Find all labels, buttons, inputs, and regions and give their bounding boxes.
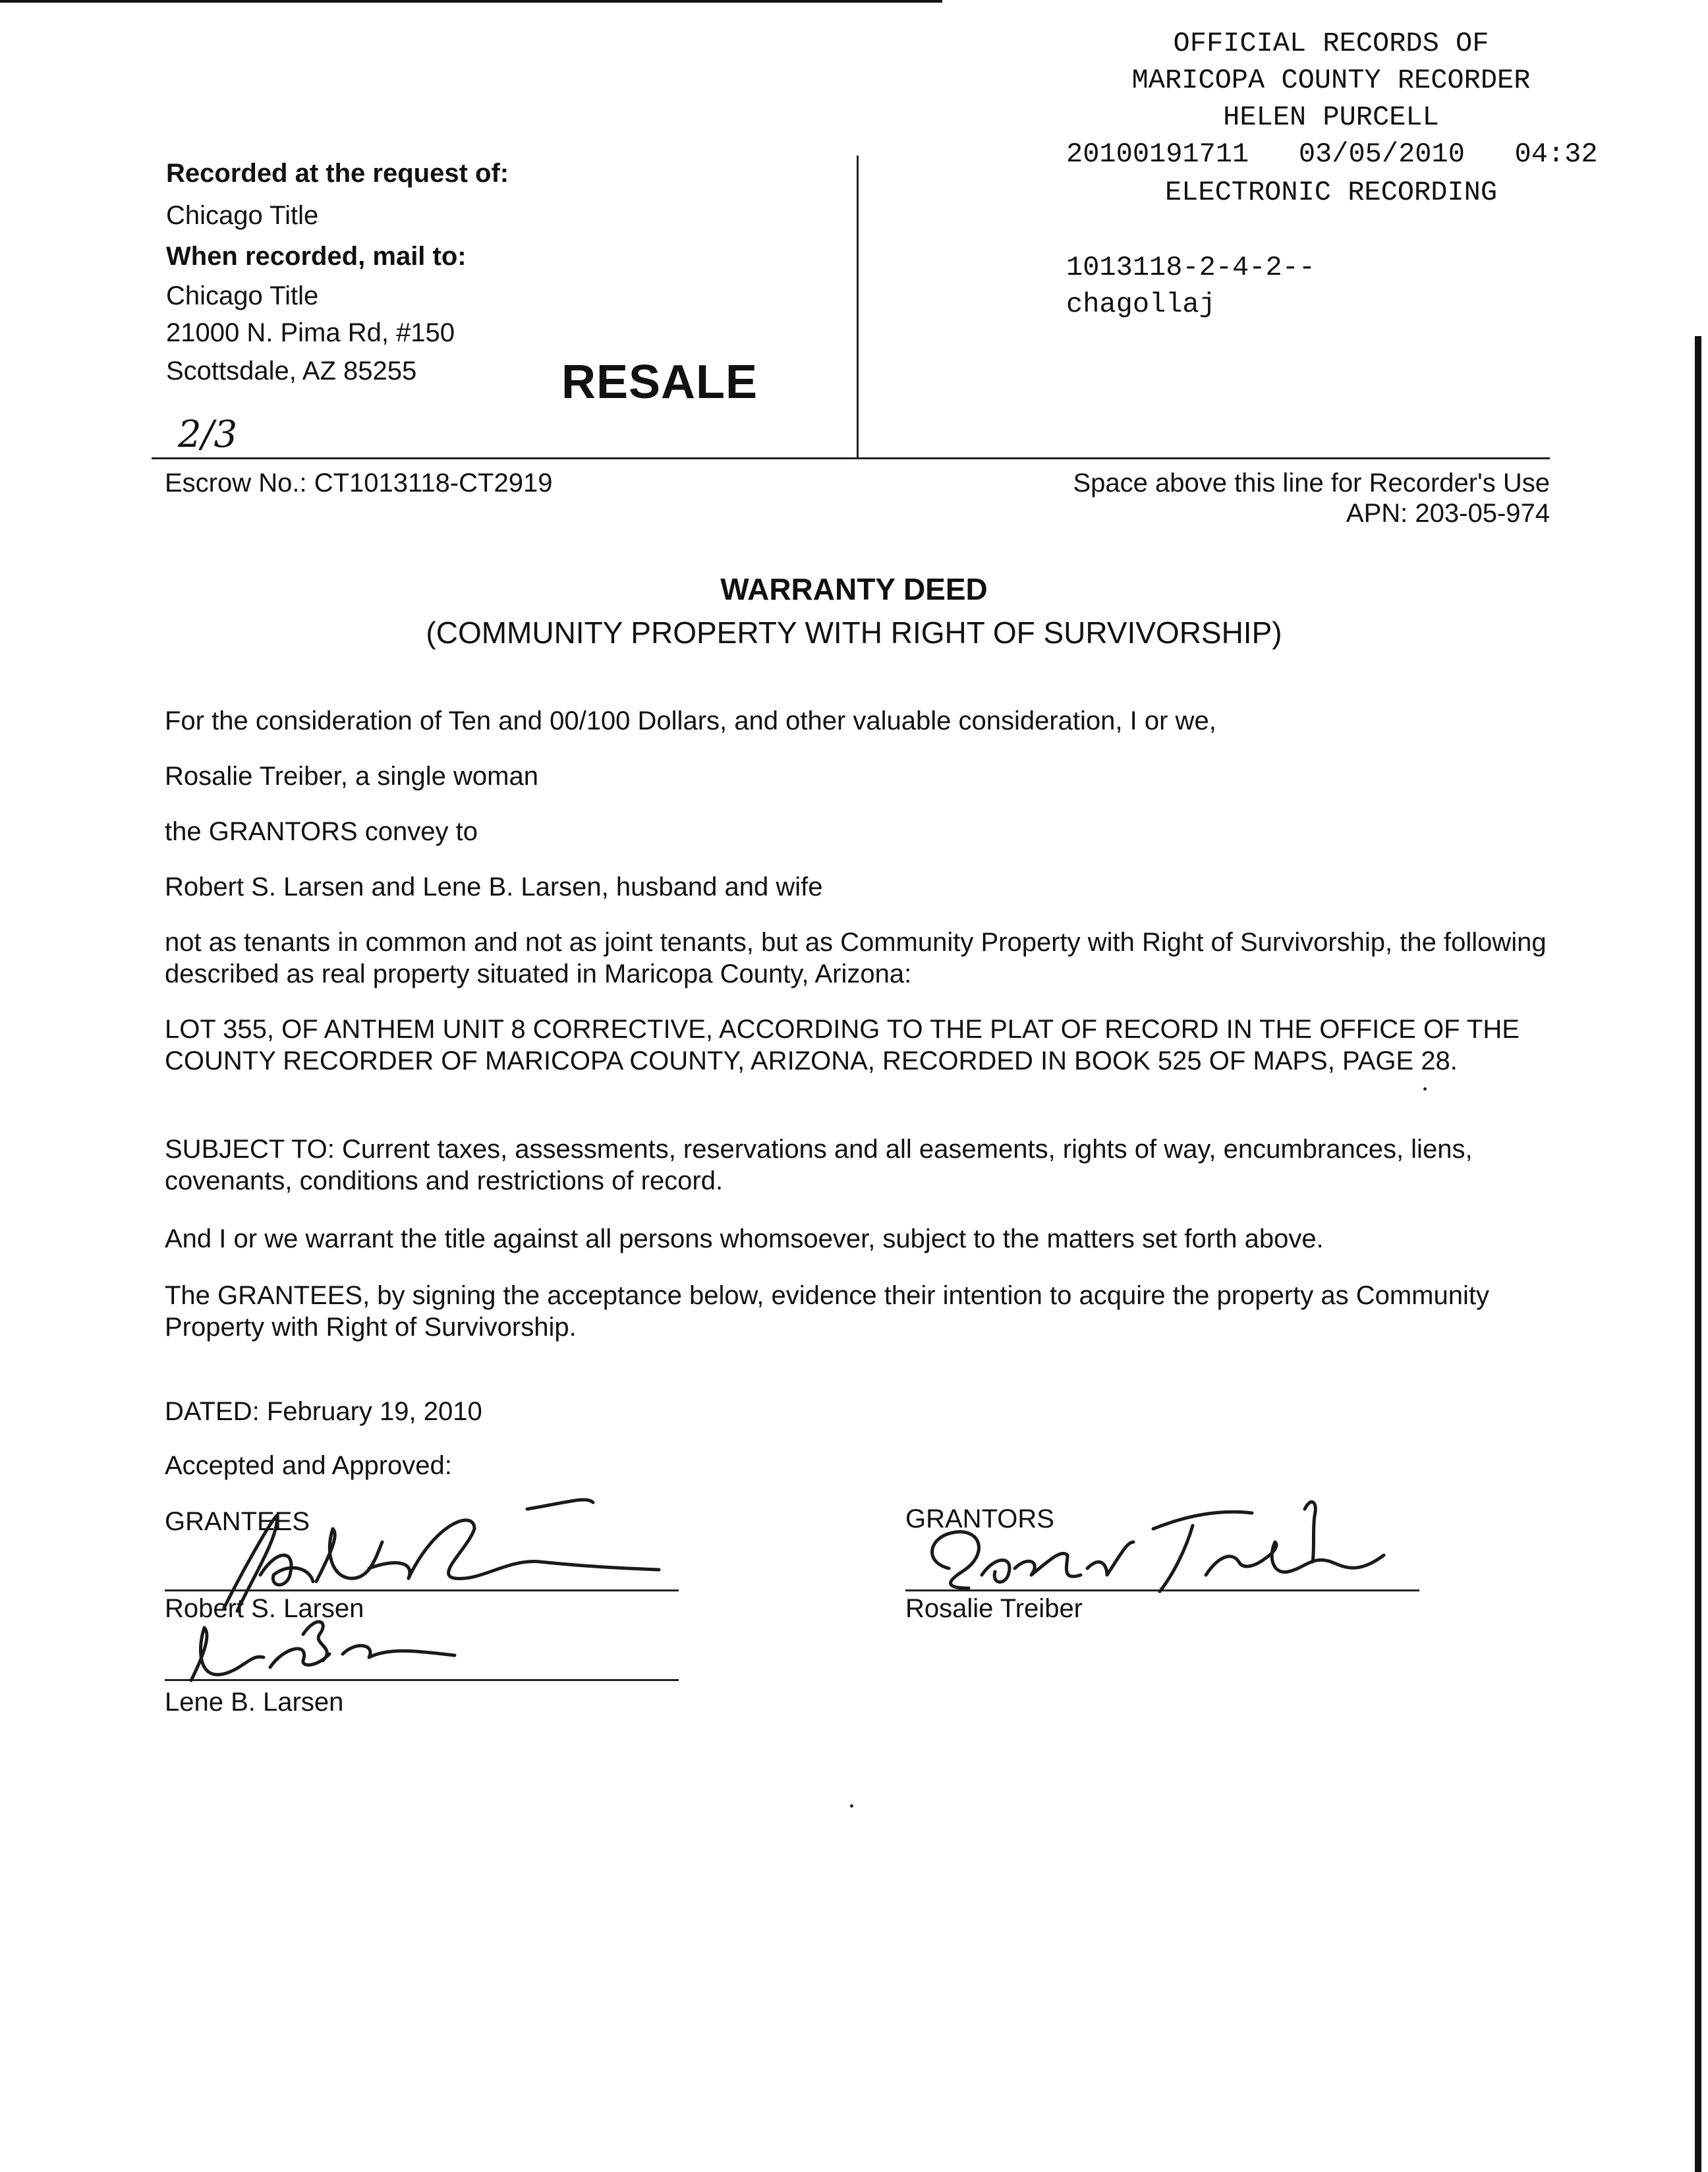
- recording-number-date-time: 20100191711 03/05/2010 04:32: [1066, 138, 1598, 170]
- mail-to-name: Chicago Title: [166, 281, 319, 310]
- resale-stamp: RESALE: [561, 356, 758, 409]
- apn-label: APN:: [1346, 499, 1408, 528]
- grantees-acceptance-paragraph: The GRANTEES, by signing the acceptance below, evidence their intention to acquire the property as Community Property with Right of Survivorship.: [165, 1281, 1489, 1342]
- recorder-name: HELEN PURCELL: [1223, 101, 1439, 133]
- escrow-number: [165, 465, 552, 501]
- mail-to-address-1: 21000 N. Pima Rd, #150: [166, 318, 455, 347]
- escrow-value: CT1013118-CT2919: [314, 469, 553, 498]
- header-divider-vertical: [857, 156, 859, 459]
- right-scan-edge: [1695, 336, 1701, 2172]
- handwritten-note: 2/3: [178, 413, 238, 456]
- legal-description-paragraph: LOT 355, OF ANTHEM UNIT 8 CORRECTIVE, ACCORDING TO THE PLAT OF RECORD IN THE OFFICE OF THE COUNTY RECORDER OF MARICOPA COUNTY, ARIZONA, RECORDED IN BOOK 525 OF MAPS, PAGE 28.: [165, 1015, 1520, 1075]
- recorder-use-line: [152, 457, 1550, 459]
- mail-to-address-2: Scottsdale, AZ 85255: [166, 357, 417, 386]
- requester-name: Chicago Title: [166, 201, 319, 230]
- recording-ref-1: 1013118-2-4-2--: [1066, 252, 1316, 283]
- escrow-label: Escrow No.:: [165, 469, 307, 498]
- accepted-approved-line: Accepted and Approved:: [165, 1451, 452, 1480]
- recorder-line-1: OFFICIAL RECORDS OF: [1173, 28, 1489, 59]
- subject-to-paragraph: SUBJECT TO: Current taxes, assessments, reservations and all easements, rights of way, encumbrances, liens, covenants, conditions and restrictions of record.: [165, 1135, 1473, 1195]
- warranty-paragraph: And I or we warrant the title against all persons whomsoever, subject to the matters set forth above.: [165, 1224, 1324, 1253]
- recorded-at-request-label: Recorded at the request of:: [166, 159, 509, 188]
- grantee-signer-1-name: Robert S. Larsen: [165, 1594, 364, 1623]
- top-scan-edge: [0, 0, 942, 3]
- grantee-name-paragraph: Robert S. Larsen and Lene B. Larsen, husband and wife: [165, 872, 823, 901]
- stray-speck-bottom: [850, 1804, 853, 1808]
- recording-type: ELECTRONIC RECORDING: [1164, 177, 1498, 208]
- recorder-line-2: MARICOPA COUNTY RECORDER: [1131, 65, 1531, 96]
- apn-value: 203-05-974: [1415, 499, 1550, 528]
- mail-to-label: When recorded, mail to:: [166, 242, 467, 271]
- document-title: WARRANTY DEED: [720, 572, 988, 606]
- convey-paragraph: the GRANTORS convey to: [165, 817, 478, 846]
- grantor-signer-1-name: Rosalie Treiber: [905, 1594, 1083, 1623]
- consideration-paragraph: For the consideration of Ten and 00/100 Dollars, and other valuable consideration, I or we,: [165, 706, 1216, 735]
- document-subtitle: (COMMUNITY PROPERTY WITH RIGHT OF SURVIVORSHIP): [426, 615, 1282, 650]
- apn: [923, 496, 1550, 531]
- lene-larsen-signature: [152, 1608, 494, 1694]
- dated-line: DATED: February 19, 2010: [165, 1397, 482, 1426]
- tenancy-paragraph: not as tenants in common and not as joint tenants, but as Community Property with Right of Survivorship, the following described as real property situated in Maricopa County, Arizona:: [165, 928, 1547, 988]
- stray-speck: [1423, 1087, 1427, 1091]
- grantee-signer-2-name: Lene B. Larsen: [165, 1688, 344, 1717]
- recording-ref-2: chagollaj: [1066, 289, 1216, 320]
- grantor-name-paragraph: Rosalie Treiber, a single woman: [165, 762, 538, 791]
- grantees-label: GRANTEES: [165, 1507, 310, 1536]
- grantors-label: GRANTORS: [905, 1504, 1054, 1533]
- rosalie-treiber-signature: [909, 1489, 1410, 1608]
- recorder-use-note: Space above this line for Recorder's Use: [1073, 469, 1550, 498]
